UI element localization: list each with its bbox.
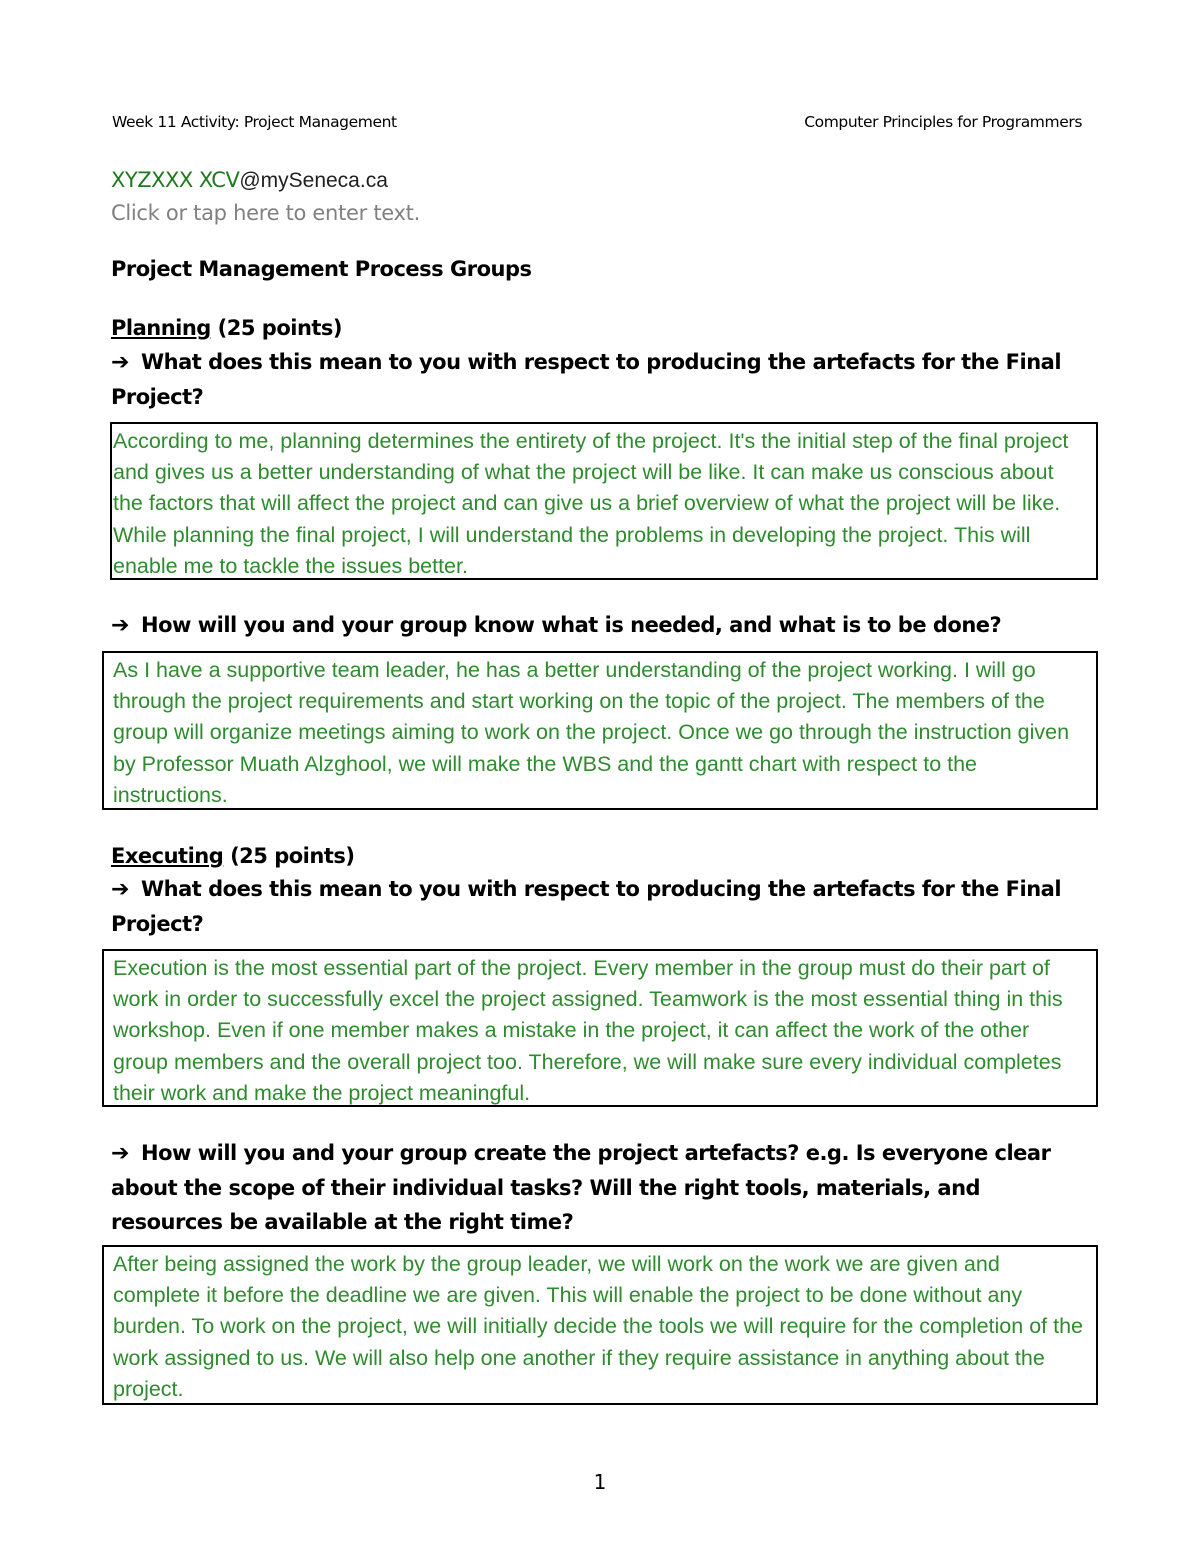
question-text: What does this mean to you with respect to producing the artefacts for the Final Project? [111,350,1062,409]
question-planning-1 [111,345,1091,414]
right-arrow-icon: ➔ [111,613,129,638]
question-text: How will you and your group create the project artefacts? e.g. Is everyone clear about the scope of their individual tasks? Will the right tools, materials, and resources be available at the right time? [111,1141,1051,1234]
right-arrow-icon: ➔ [111,1141,129,1166]
text-entry-placeholder[interactable]: Click or tap here to enter text. [111,201,420,225]
question-text: What does this mean to you with respect to producing the artefacts for the Final Project? [111,877,1062,936]
section-points: (25 points) [210,316,343,340]
header-left: Week 11 Activity: Project Management [112,113,397,131]
section-heading-executing [111,839,354,873]
question-executing-2 [111,1136,1091,1239]
question-planning-2 [111,608,1091,643]
section-heading-planning [111,311,342,345]
page-number: 1 [593,1470,607,1494]
answer-box-planning-1[interactable]: According to me, planning determines the entirety of the project. It's the initial step of the final project and gives us a better understanding of what the project will be like. It can make us conscious about the factors that will affect the project and can give us a brief overview of what the project will be like. While planning the final project, I will understand the problems in developing the project. This will enable me to tackle the issues better. [110,422,1098,580]
question-text: How will you and your group know what is needed, and what is to be done? [141,613,1002,637]
page-title: Project Management Process Groups [111,257,532,281]
email-domain: @mySeneca.ca [239,169,388,192]
student-email-line [111,166,388,195]
question-executing-1 [111,872,1091,941]
right-arrow-icon: ➔ [111,877,129,902]
answer-box-executing-2[interactable]: After being assigned the work by the group leader, we will work on the work we are given and complete it before the deadline we are given. This will enable the project to be done without any burden. To work on the project, we will initially decide the tools we will require for the completion of the work assigned to us. We will also help one another if they require assistance in anything about the project. [102,1245,1098,1405]
answer-box-executing-1[interactable]: Execution is the most essential part of the project. Every member in the group must do their part of work in order to successfully excel the project assigned. Teamwork is the most essential thing in this workshop. Even if one member makes a mistake in the project, it can affect the work of the other group members and the overall project too. Therefore, we will make sure every individual completes their work and make the project meaningful. [102,949,1098,1107]
student-name: XYZXXX XCV [111,168,240,192]
right-arrow-icon: ➔ [111,350,129,375]
header-right: Computer Principles for Programmers [804,113,1082,131]
section-points: (25 points) [223,844,355,868]
answer-box-planning-2[interactable]: As I have a supportive team leader, he has a better understanding of the project working. I will go through the project requirements and start working on the topic of the project. The members of the group will organize meetings aiming to work on the project. Once we go through the instruction given by Professor Muath Alzghool, we will make the WBS and the gantt chart with respect to the instructions. [102,651,1098,810]
section-heading-label: Executing [111,844,224,868]
section-heading-label: Planning [111,316,211,340]
